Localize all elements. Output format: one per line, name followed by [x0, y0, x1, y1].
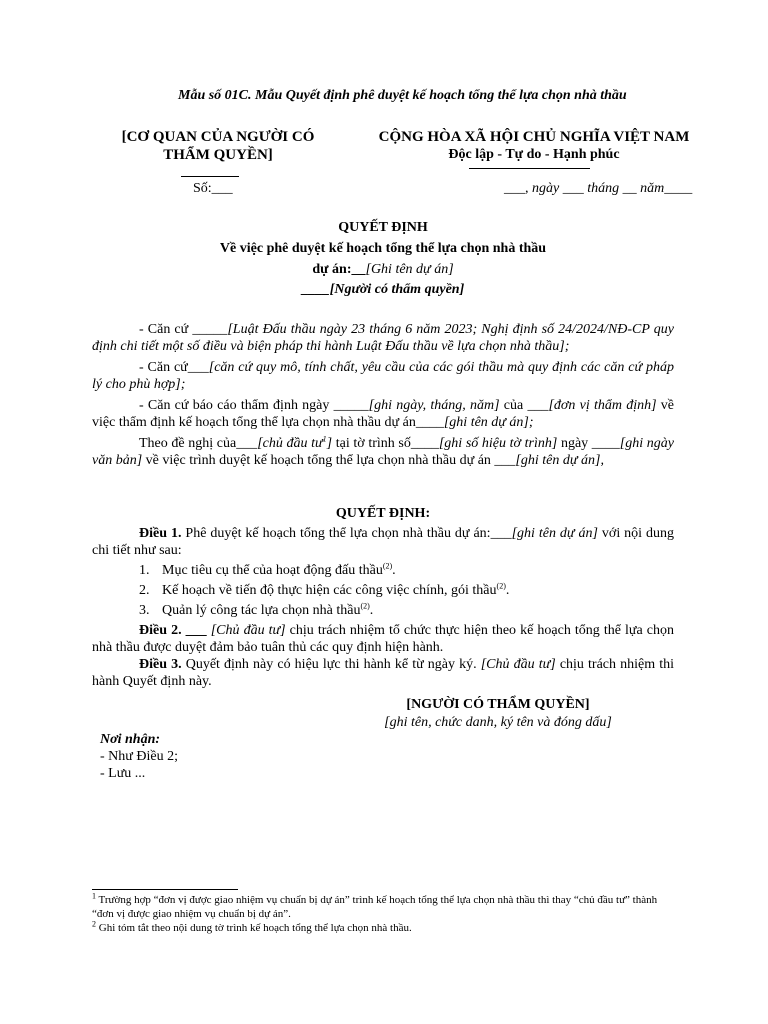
article-3-text: Quyết định này có hiệu lực thi hành kể từ ngày ký. — [181, 657, 481, 672]
list-item — [139, 602, 674, 619]
basis-4-i: [ghi tên dự án], — [515, 453, 604, 468]
basis-1-text: [Luật Đấu thầu ngày 23 tháng 6 năm 2023; Nghị định số 24/2024/NĐ-CP quy định chi tiết một số điều và biện pháp thi hành Luật Đấu thầu về lựa chọn nhà thầu]; — [92, 322, 675, 354]
basis-4-c: ] — [326, 436, 333, 451]
project-placeholder: [Ghi tên dự án] — [365, 262, 454, 277]
basis-4-h: về việc trình duyệt kế hoạch tổng thể lựa chọn nhà thầu dự án ___ — [142, 453, 516, 468]
basis-paragraph-2 — [92, 359, 674, 393]
list-item-number: 2. — [139, 583, 150, 598]
document-number: Số:___ — [193, 181, 233, 196]
list-item-text — [162, 602, 373, 619]
basis-4-e: [ghi số hiệu tờ trình] — [438, 436, 558, 451]
article-3-placeholder: [Chủ đầu tư] — [480, 657, 556, 672]
basis-paragraph-4 — [92, 435, 674, 469]
article-1-placeholder: [ghi tên dự án] — [511, 526, 598, 541]
item-1-end: . — [392, 563, 396, 578]
item-3-text: Quản lý công tác lựa chọn nhà thầu — [162, 603, 361, 618]
basis-paragraph-1 — [92, 321, 674, 355]
decides-heading: QUYẾT ĐỊNH: — [335, 506, 431, 521]
footnote-ref-2[interactable]: (2) — [382, 561, 393, 571]
list-item — [139, 582, 674, 599]
basis-3-d: [đơn vị thẩm định] — [548, 398, 657, 413]
article-1-label: Điều 1. — [139, 526, 182, 541]
recipient-item: - Như Điều 2; — [100, 749, 178, 764]
basis-1-prefix: - Căn cứ _____ — [139, 322, 228, 337]
article-2 — [92, 622, 674, 656]
country-name: CỘNG HÒA XÃ HỘI CHỦ NGHĨA VIỆT NAM — [378, 129, 690, 145]
basis-3-a: - Căn cứ báo cáo thẩm định ngày _____ — [139, 398, 369, 413]
footnote-1-text: Trường hợp “đơn vị được giao nhiệm vụ chuẩn bị dự án” trình kế hoạch tổng thể lựa chọn nhà thầu thì thay “chủ đầu tư” thành “đơn vị được giao nhiệm vụ chuẩn bị dự án”. — [92, 894, 658, 920]
recipients — [100, 731, 178, 782]
agency-line-1: [CƠ QUAN CỦA NGƯỜI CÓ — [121, 129, 315, 145]
item-3-end: . — [369, 603, 374, 618]
article-2-label: Điều 2. ___ — [139, 623, 207, 638]
list-item-text — [162, 562, 396, 579]
list-item-number: 3. — [139, 603, 150, 618]
article-1-text: Phê duyệt kế hoạch tổng thể lựa chọn nhà thầu dự án:___ — [181, 526, 512, 541]
footnote-2-mark: 2 — [92, 919, 96, 929]
article-1 — [92, 525, 674, 559]
signature-instruction: [ghi tên, chức danh, ký tên và đóng dấu] — [384, 715, 612, 730]
date-line: ___, ngày ___ tháng __ năm____ — [504, 181, 693, 196]
list-item — [139, 562, 674, 579]
agency-underline — [181, 176, 239, 177]
decision-project — [92, 262, 674, 278]
footnote-ref-1[interactable]: 1 — [322, 434, 327, 444]
footnote-separator — [92, 889, 238, 890]
recipients-heading: Nơi nhận: — [100, 732, 161, 747]
basis-section — [92, 321, 674, 473]
decision-title: QUYẾT ĐỊNH — [338, 220, 428, 235]
footnote-1 — [92, 893, 674, 921]
basis-2-prefix: - Căn cứ___ — [139, 360, 209, 375]
basis-3-f: [ghi tên dự án]; — [443, 415, 534, 430]
article-2-placeholder: [Chủ đầu tư] — [206, 623, 286, 638]
list-item-text — [162, 582, 509, 599]
signature-title: [NGƯỜI CÓ THẨM QUYỀN] — [406, 697, 590, 712]
footnote-2 — [92, 921, 674, 935]
footnotes — [92, 893, 674, 935]
footnote-ref-2[interactable]: (2) — [360, 601, 370, 611]
item-2-text: Kế hoạch về tiến độ thực hiện các công việc chính, gói thầu — [162, 583, 497, 598]
basis-3-e: về việc thẩm định kế hoạch tổng thể lựa chọn nhà thầu dự án____ — [92, 398, 674, 430]
item-2-end: . — [505, 583, 510, 598]
list-item-number: 1. — [139, 563, 150, 578]
footnote-ref-2[interactable]: (2) — [496, 581, 506, 591]
project-label: dự án:__ — [312, 262, 366, 277]
item-1-text: Mục tiêu cụ thể của hoạt động đấu thầu — [162, 563, 383, 578]
article-3 — [92, 656, 674, 690]
national-motto: Độc lập - Tự do - Hạnh phúc — [448, 147, 620, 162]
motto-underline — [469, 168, 590, 169]
articles-section — [92, 525, 674, 690]
article-2-text: chịu trách nhiệm tổ chức thực hiện theo kế hoạch tổng thể lựa chọn nhà thầu được duyệt đảm bảo tuân thủ các quy định hiện hành. — [92, 623, 674, 655]
recipient-item: - Lưu ... — [100, 766, 146, 781]
national-header — [356, 128, 712, 164]
basis-4-g: [ghi ngày văn bản] — [92, 436, 674, 468]
basis-2-text: [căn cứ quy mô, tính chất, yêu cầu của các gói thầu mà quy định các căn cứ pháp lý cho phù hợp]; — [92, 360, 674, 392]
basis-3-b: [ghi ngày, tháng, năm] — [368, 398, 500, 413]
agency-line-2: THẨM QUYỀN] — [163, 147, 273, 163]
basis-3-c: của ___ — [499, 398, 549, 413]
decision-subtitle: Về việc phê duyệt kế hoạch tổng thể lựa chọn nhà thầu — [219, 241, 547, 256]
decision-authority: ____[Người có thẩm quyền] — [301, 282, 465, 297]
footnote-2-text: Ghi tóm tắt theo nội dung tờ trình kế hoạch tổng thể lựa chọn nhà thầu. — [96, 922, 412, 934]
form-title: Mẫu số 01C. Mẫu Quyết định phê duyệt kế hoạch tổng thể lựa chọn nhà thầu — [178, 88, 627, 103]
article-3-tail: chịu trách nhiệm thi hành Quyết định này. — [92, 657, 675, 689]
basis-4-f: ngày ____ — [557, 436, 620, 451]
article-3-label: Điều 3. — [139, 657, 182, 672]
basis-paragraph-3 — [92, 397, 674, 431]
article-1-tail: với nội dung chi tiết như sau: — [92, 526, 675, 558]
agency-header — [110, 128, 326, 164]
basis-4-b: [chủ đầu tư — [257, 436, 323, 451]
basis-4-a: Theo đề nghị của___ — [139, 436, 258, 451]
basis-4-d: tại tờ trình số____ — [332, 436, 439, 451]
footnote-1-mark: 1 — [92, 891, 96, 901]
